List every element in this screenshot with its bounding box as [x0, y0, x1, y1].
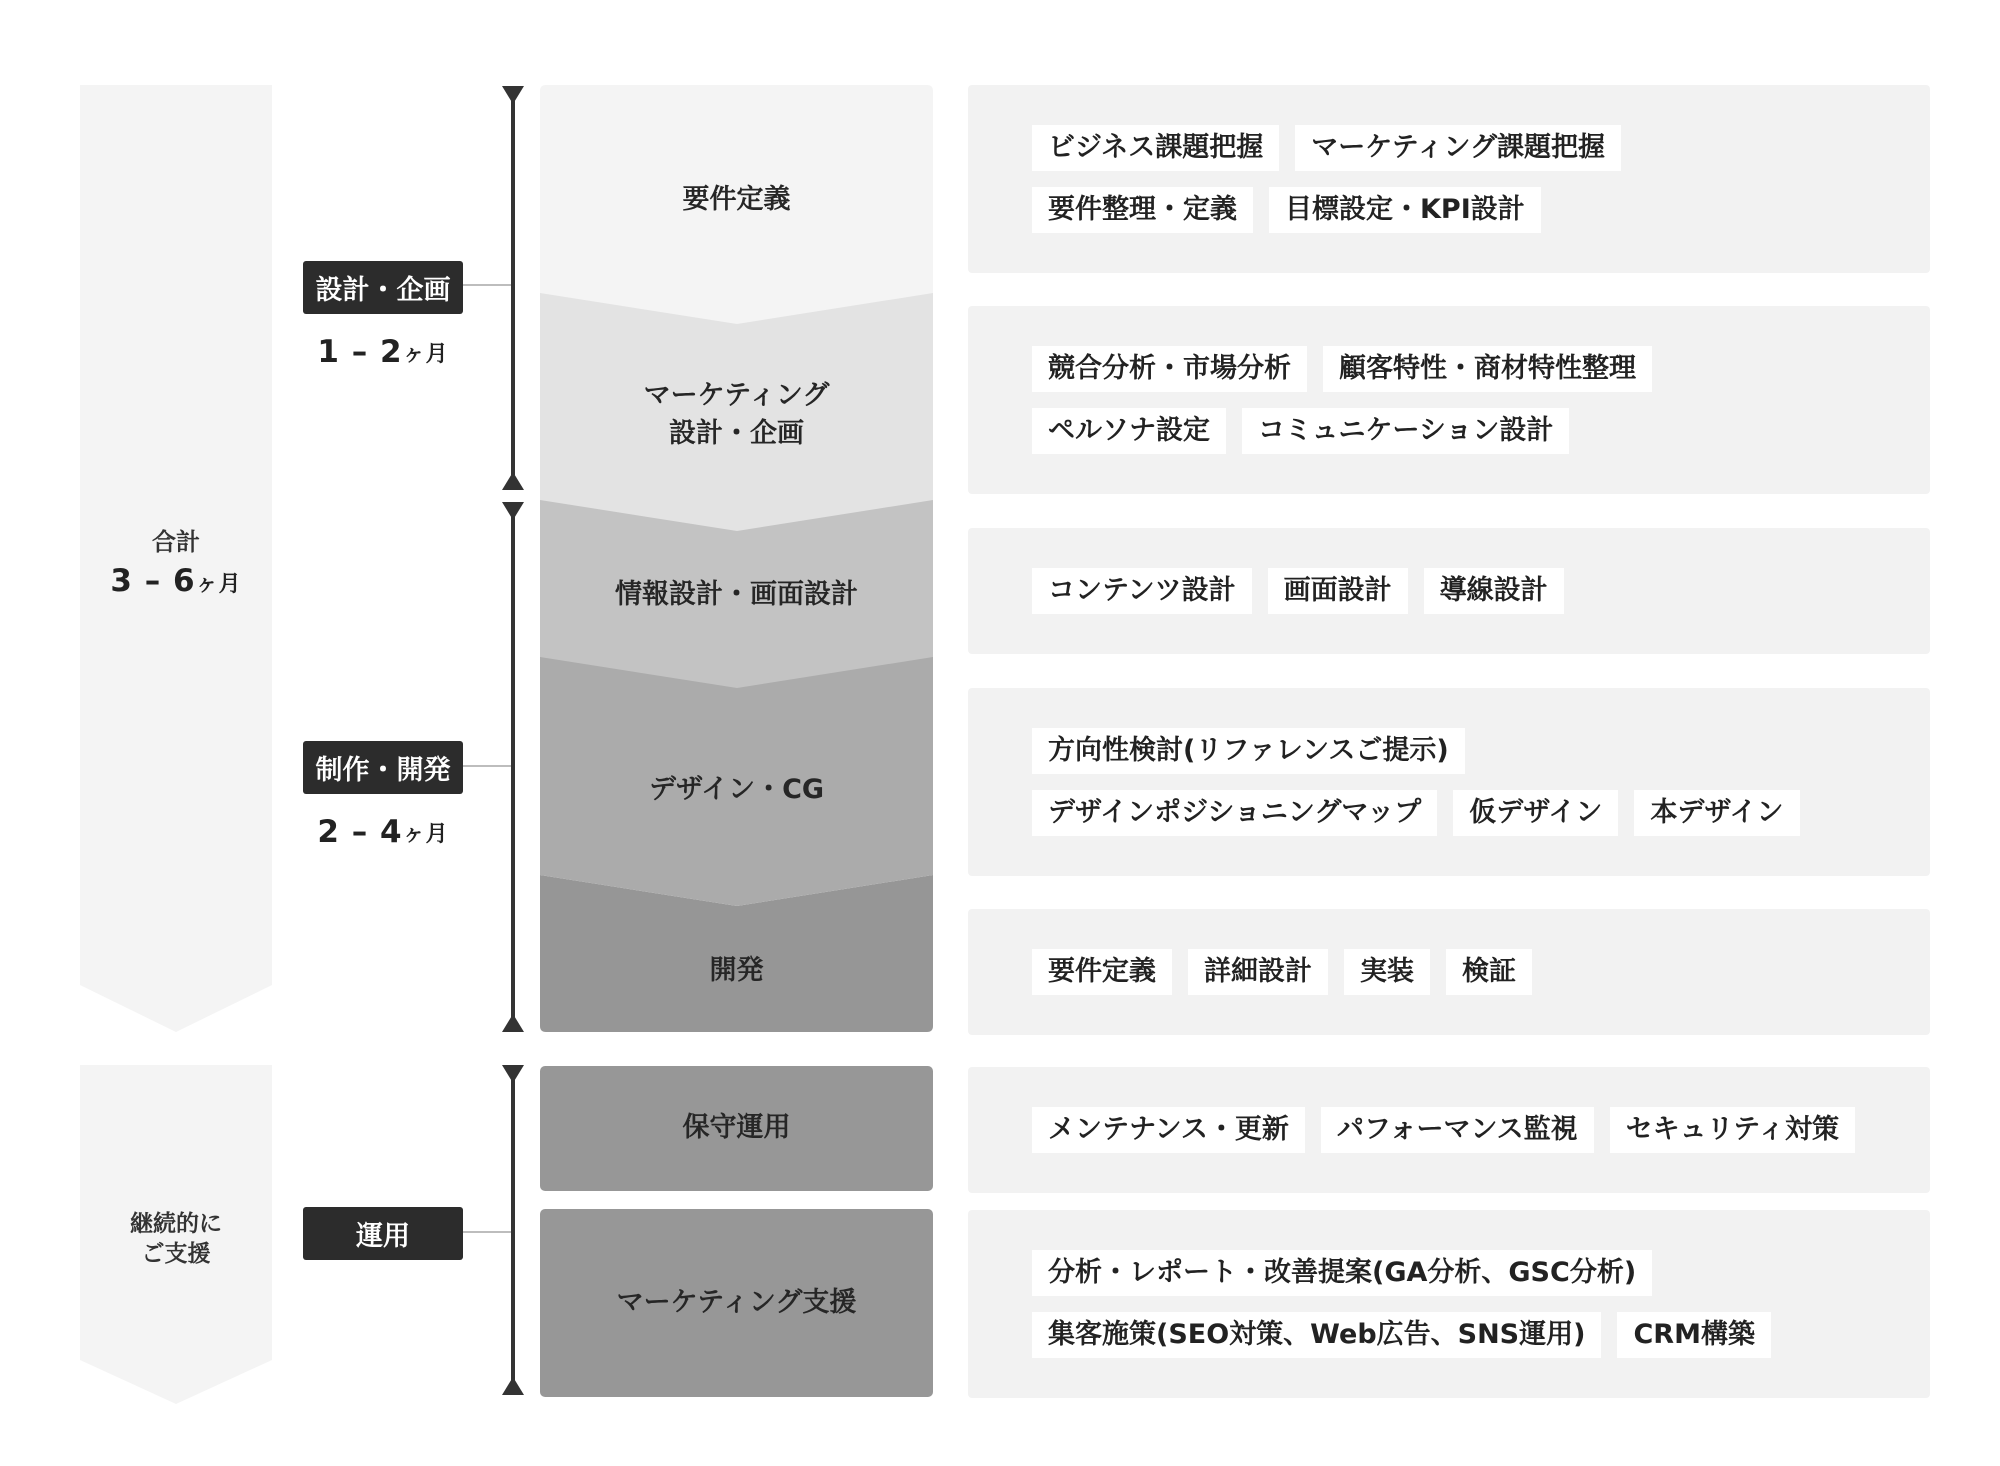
task-chip: 顧客特性・商材特性整理	[1323, 346, 1652, 392]
step-label-text: 設計・企画	[669, 418, 804, 449]
task-row	[1032, 408, 1910, 454]
task-chip: デザインポジショニングマップ	[1032, 790, 1437, 836]
phase1-duration-unit: ヶ月	[402, 341, 449, 367]
task-panel-marketing-support	[968, 1210, 1930, 1398]
step-label-marketing-design	[540, 370, 933, 460]
task-chip: 実装	[1344, 949, 1430, 995]
step-label-text: デザイン・CG	[648, 774, 825, 806]
task-chip: 目標設定・KPI設計	[1269, 187, 1541, 233]
total-value	[110, 563, 241, 599]
step-label-information-design	[540, 565, 933, 625]
phase2-duration-unit: ヶ月	[402, 821, 449, 847]
step-label-text: マーケティング	[643, 380, 830, 412]
task-chip: 要件定義	[1032, 949, 1172, 995]
step-label-marketing-support	[540, 1273, 933, 1333]
step-label-requirements	[540, 170, 933, 230]
total-label: 合計	[152, 527, 200, 556]
task-row	[1032, 790, 1910, 836]
continuous-line2: ご支援	[141, 1241, 211, 1267]
task-chip: 検証	[1446, 949, 1532, 995]
step-label-maintenance	[540, 1098, 933, 1158]
step-label-text: 保守運用	[682, 1112, 791, 1144]
task-row	[1032, 728, 1910, 774]
task-panel-requirements	[968, 85, 1930, 273]
phase-duration-production-development	[303, 810, 463, 854]
phase-tag-production-development: 制作・開発	[303, 741, 463, 794]
task-panel-marketing-design	[968, 306, 1930, 494]
phase2-duration-number: 2 – 4	[317, 814, 403, 850]
phase-duration-design-planning	[303, 330, 463, 374]
task-chip: ペルソナ設定	[1032, 408, 1226, 454]
task-row	[1032, 346, 1910, 392]
step-label-text: 情報設計・画面設計	[615, 579, 858, 611]
task-row	[1032, 187, 1910, 233]
task-panel-maintenance	[968, 1067, 1930, 1193]
task-chip: 要件整理・定義	[1032, 187, 1253, 233]
task-chip: 画面設計	[1268, 568, 1408, 614]
task-row	[1032, 1107, 1910, 1153]
task-panel-development	[968, 909, 1930, 1035]
task-chip: 分析・レポート・改善提案(GA分析、GSC分析)	[1032, 1250, 1652, 1296]
task-chip: セキュリティ対策	[1610, 1107, 1855, 1153]
total-value-unit: ヶ月	[195, 571, 242, 597]
task-panel-information-design	[968, 528, 1930, 654]
task-row	[1032, 1312, 1910, 1358]
task-chip: CRM構築	[1617, 1312, 1770, 1358]
task-chip: 仮デザイン	[1453, 790, 1618, 836]
task-chip: 方向性検討(リファレンスご提示)	[1032, 728, 1465, 774]
continuous-line1: 継続的に	[130, 1211, 222, 1238]
task-row	[1032, 949, 1910, 995]
task-chip: メンテナンス・更新	[1032, 1107, 1305, 1153]
task-chip: コミュニケーション設計	[1242, 408, 1569, 454]
step-label-development	[540, 941, 933, 1001]
task-chip: 本デザイン	[1634, 790, 1799, 836]
total-duration-block	[80, 515, 272, 605]
task-panel-design-cg	[968, 688, 1930, 876]
task-chip: 導線設計	[1424, 568, 1564, 614]
task-chip: パフォーマンス監視	[1321, 1107, 1594, 1153]
step-label-text: マーケティング支援	[616, 1287, 857, 1319]
step-label-text: 開発	[709, 955, 764, 987]
task-chip: コンテンツ設計	[1032, 568, 1252, 614]
task-row	[1032, 125, 1910, 171]
step-label-design-cg	[540, 760, 933, 820]
task-row	[1032, 1250, 1910, 1296]
task-chip: 競合分析・市場分析	[1032, 346, 1307, 392]
task-chip: ビジネス課題把握	[1032, 125, 1279, 171]
total-value-number: 3 – 6	[110, 562, 196, 599]
step-label-text: 要件定義	[682, 184, 791, 216]
continuous-support-block	[80, 1205, 272, 1275]
phase-tag-design-planning: 設計・企画	[303, 261, 463, 314]
task-row	[1032, 568, 1910, 614]
task-chip: マーケティング課題把握	[1295, 125, 1621, 171]
task-chip: 詳細設計	[1188, 949, 1328, 995]
task-chip: 集客施策(SEO対策、Web広告、SNS運用)	[1032, 1312, 1601, 1358]
phase3-bracket	[502, 1065, 524, 1395]
phase-tag-operation: 運用	[303, 1207, 463, 1260]
phase1-bracket	[502, 86, 524, 490]
phase1-duration-number: 1 – 2	[317, 334, 403, 370]
